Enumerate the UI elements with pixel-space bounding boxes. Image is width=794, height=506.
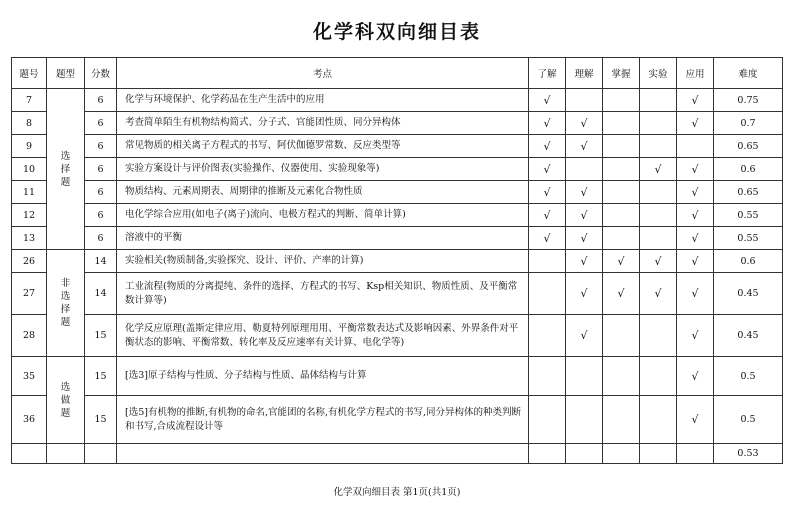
level-master [603,204,640,227]
spec-table [11,57,783,464]
total-difficulty: 0.53 [714,444,783,464]
question-number: 8 [12,112,47,135]
level-apply: √ [677,250,714,273]
level-master [603,181,640,204]
level-apply [677,135,714,158]
level-apply: √ [677,204,714,227]
header-topic: 考点 [117,58,529,89]
question-number: 9 [12,135,47,158]
level-master [603,158,640,181]
score: 6 [85,89,117,112]
table-row [12,250,783,273]
level-master [603,396,640,444]
header-difficulty: 难度 [714,58,783,89]
level-understand: √ [529,89,566,112]
difficulty: 0.5 [714,396,783,444]
question-number: 28 [12,315,47,357]
level-master [603,357,640,396]
score: 14 [85,273,117,315]
level-master [603,227,640,250]
level-master: √ [603,250,640,273]
header-master: 掌握 [603,58,640,89]
level-experiment [640,357,677,396]
level-experiment [640,112,677,135]
topic: 实验方案设计与评价图表(实验操作、仪器使用、实验现象等) [117,158,529,181]
header-type: 题型 [47,58,85,89]
level-apply: √ [677,273,714,315]
level-comprehend: √ [566,135,603,158]
level-apply: √ [677,158,714,181]
category-cell [47,250,85,357]
header-comprehend: 理解 [566,58,603,89]
level-comprehend [566,357,603,396]
total-row [12,444,783,464]
level-apply: √ [677,181,714,204]
table-row [12,357,783,396]
level-experiment [640,227,677,250]
level-apply: √ [677,227,714,250]
level-comprehend [566,89,603,112]
difficulty: 0.6 [714,250,783,273]
topic: 物质结构、元素周期表、周期律的推断及元素化合物性质 [117,181,529,204]
empty-cell [47,444,85,464]
category-cell [47,357,85,444]
score: 15 [85,315,117,357]
level-apply: √ [677,315,714,357]
question-number: 12 [12,204,47,227]
question-number: 13 [12,227,47,250]
topic: 工业流程(物质的分离提纯、条件的选择、方程式的书写、Ksp相关知识、物质性质、及平衡常数计算等) [117,273,529,315]
empty-cell [640,444,677,464]
table-row [12,396,783,444]
level-comprehend: √ [566,181,603,204]
level-comprehend: √ [566,250,603,273]
level-understand [529,357,566,396]
topic: 电化学综合应用(如电子(离子)流向、电极方程式的判断、简单计算) [117,204,529,227]
level-understand: √ [529,135,566,158]
empty-cell [117,444,529,464]
header-row [12,58,783,89]
level-apply: √ [677,357,714,396]
level-comprehend: √ [566,315,603,357]
level-understand: √ [529,227,566,250]
level-understand [529,250,566,273]
level-experiment [640,135,677,158]
level-apply: √ [677,89,714,112]
empty-cell [529,444,566,464]
table-row [12,273,783,315]
topic: 考查简单陌生有机物结构简式、分子式、官能团性质、同分异构体 [117,112,529,135]
topic: 常见物质的相关离子方程式的书写、阿伏伽德罗常数、反应类型等 [117,135,529,158]
topic: [选5]有机物的推断,有机物的命名,官能团的名称,有机化学方程式的书写,同分异构体的种类判断和书写,合成流程设计等 [117,396,529,444]
table-row [12,89,783,112]
empty-cell [85,444,117,464]
level-comprehend: √ [566,112,603,135]
difficulty: 0.55 [714,227,783,250]
score: 6 [85,112,117,135]
topic: 溶液中的平衡 [117,227,529,250]
level-understand: √ [529,181,566,204]
question-number: 11 [12,181,47,204]
header-apply: 应用 [677,58,714,89]
level-master [603,135,640,158]
topic: [选3]原子结构与性质、分子结构与性质、晶体结构与计算 [117,357,529,396]
level-understand [529,273,566,315]
level-master [603,315,640,357]
level-understand [529,315,566,357]
table-row [12,112,783,135]
level-experiment [640,396,677,444]
category-label: 选做题 [60,381,71,419]
level-comprehend [566,396,603,444]
header-experiment: 实验 [640,58,677,89]
empty-cell [12,444,47,464]
level-experiment: √ [640,273,677,315]
empty-cell [677,444,714,464]
table-row [12,181,783,204]
difficulty: 0.65 [714,181,783,204]
table-row [12,315,783,357]
table-row [12,204,783,227]
question-number: 7 [12,89,47,112]
page-footer: 化学双向细目表 第1页(共1页) [333,487,461,498]
level-experiment: √ [640,250,677,273]
difficulty: 0.75 [714,89,783,112]
topic: 实验相关(物质制备,实验探究、设计、评价、产率的计算) [117,250,529,273]
page-title: 化学科双向细目表 [312,21,481,43]
level-comprehend: √ [566,273,603,315]
category-label: 选择题 [60,150,71,188]
difficulty: 0.55 [714,204,783,227]
level-understand: √ [529,158,566,181]
difficulty: 0.45 [714,315,783,357]
level-master [603,112,640,135]
table-row [12,158,783,181]
difficulty: 0.6 [714,158,783,181]
category-label: 非选择题 [60,278,71,328]
difficulty: 0.65 [714,135,783,158]
empty-cell [566,444,603,464]
header-understand: 了解 [529,58,566,89]
level-experiment [640,204,677,227]
question-number: 27 [12,273,47,315]
level-apply: √ [677,112,714,135]
level-understand [529,396,566,444]
difficulty: 0.5 [714,357,783,396]
level-comprehend: √ [566,204,603,227]
score: 6 [85,181,117,204]
level-comprehend: √ [566,227,603,250]
difficulty: 0.45 [714,273,783,315]
level-understand: √ [529,204,566,227]
level-experiment [640,315,677,357]
score: 6 [85,204,117,227]
difficulty: 0.7 [714,112,783,135]
header-num: 题号 [12,58,47,89]
topic: 化学反应原理(盖斯定律应用、勒夏特列原理用用、平衡常数表达式及影响因素、外界条件对平衡状态的影响、平衡常数、转化率及反应速率有关计算、电化学等) [117,315,529,357]
score: 15 [85,396,117,444]
level-master [603,89,640,112]
category-cell [47,89,85,250]
score: 14 [85,250,117,273]
level-comprehend [566,158,603,181]
level-master: √ [603,273,640,315]
question-number: 26 [12,250,47,273]
question-number: 10 [12,158,47,181]
level-apply: √ [677,396,714,444]
score: 6 [85,135,117,158]
score: 15 [85,357,117,396]
level-experiment [640,181,677,204]
header-score: 分数 [85,58,117,89]
question-number: 36 [12,396,47,444]
level-understand: √ [529,112,566,135]
empty-cell [603,444,640,464]
topic: 化学与环境保护、化学药品在生产生活中的应用 [117,89,529,112]
table-row [12,227,783,250]
level-experiment [640,89,677,112]
score: 6 [85,158,117,181]
table-row [12,135,783,158]
level-experiment: √ [640,158,677,181]
score: 6 [85,227,117,250]
question-number: 35 [12,357,47,396]
